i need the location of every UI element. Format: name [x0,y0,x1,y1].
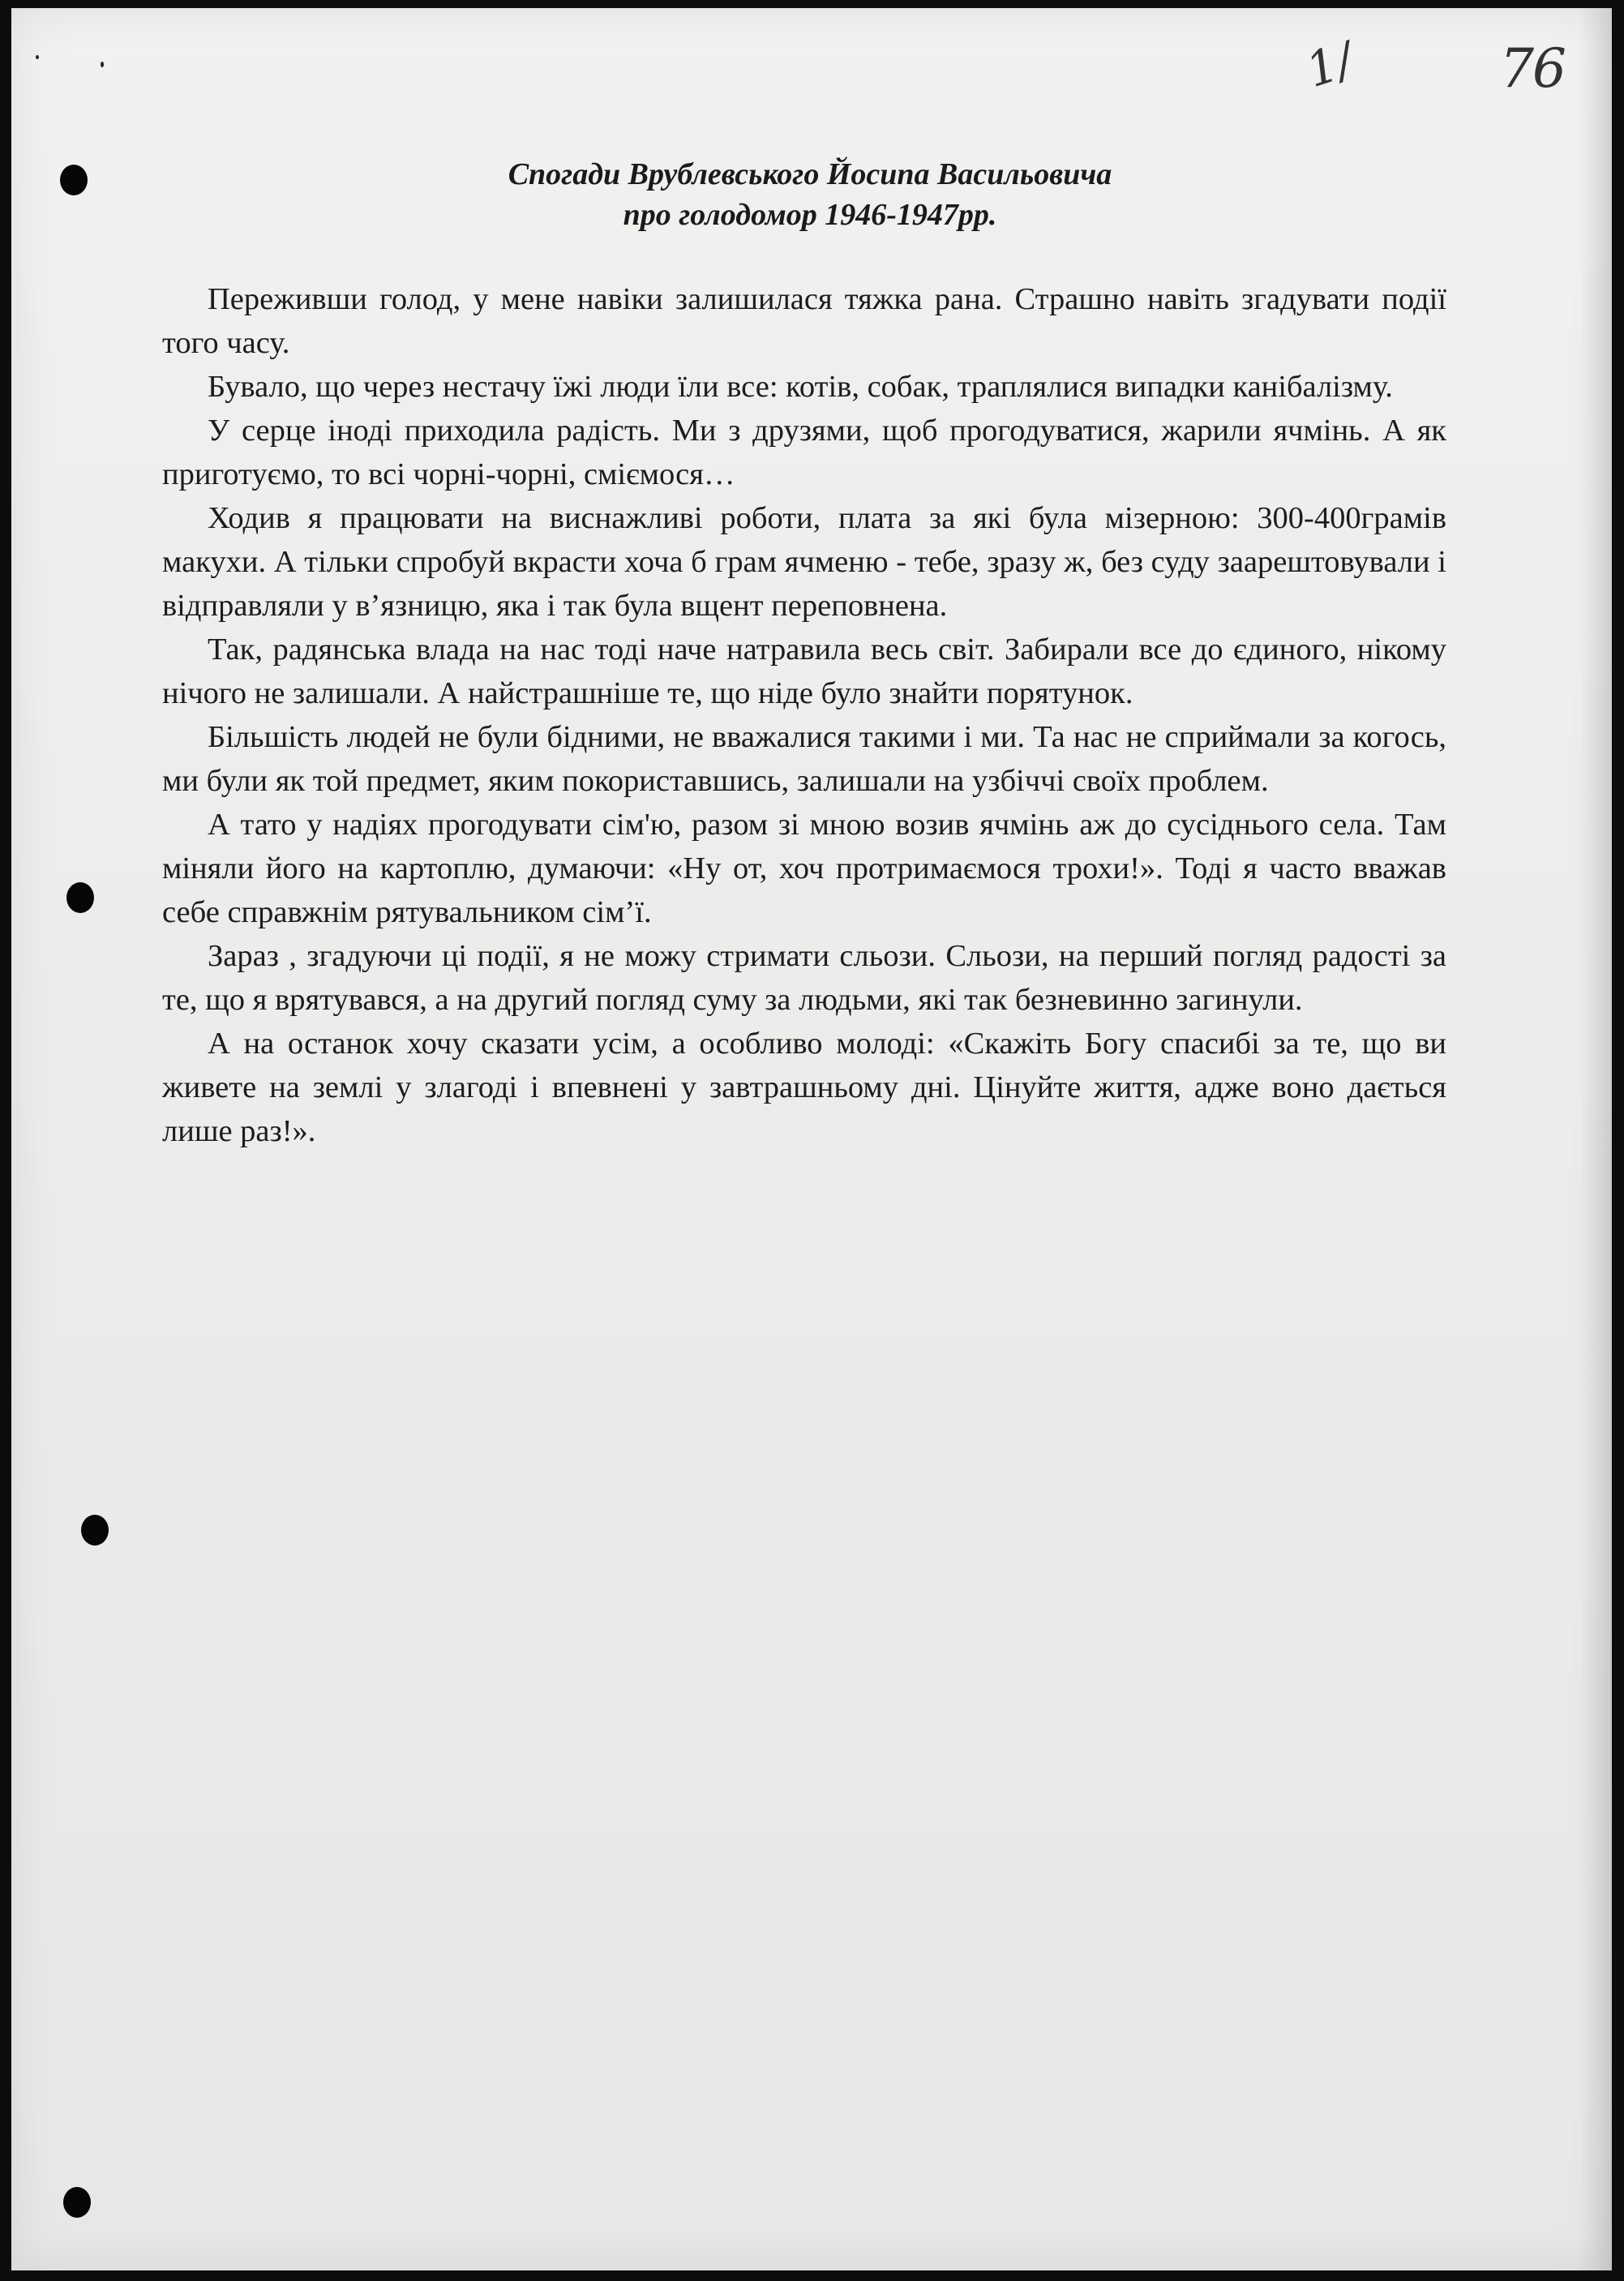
punch-hole [63,2187,91,2218]
document-page [11,8,1612,2270]
paragraph: А на останок хочу сказати усім, а особливо молоді: «Скажіть Богу спасибі за те, що ви живете на землі у злагоді і впевнені у завтрашньому дні. Цінуйте життя, адже воно дається лише раз!». [162,1027,1446,1148]
paragraph: Бувало, що через нестачу їжі люди їли все: котів, собак, траплялися випадки канібалізму. [208,370,1393,404]
title-line-1: Спогади Врублевського Йосипа Васильовича [508,157,1112,191]
ink-speck [36,55,39,59]
document-body [162,277,1446,1153]
punch-hole [81,1515,109,1546]
handwritten-mark: 1/ [1299,31,1360,99]
paragraph: Переживши голод, у мене навіки залишилася тяжка рана. Страшно навіть згадувати події того часу. [162,282,1446,360]
paragraph: Ходив я працювати на виснажливі роботи, плата за які була мізерною: 300-400грамів макухи. А тільки спробуй вкрасти хоча б грам ячменю - тебе, зразу ж, без суду заарештовували і відправляли у в’язницю, яка і так була вщент переповнена. [162,501,1446,623]
punch-hole [66,882,94,913]
ink-speck [101,62,104,67]
handwritten-page-number: 76 [1500,37,1565,100]
paragraph: Більшість людей не були бідними, не вважалися такими і ми. Та нас не сприймали за когось, ми були як той предмет, яким покориставшись, залишали на узбіччі своїх проблем. [162,720,1446,798]
paragraph: А тато у надіях прогодувати сім'ю, разом зі мною возив ячмінь аж до сусіднього села. Там міняли його на картоплю, думаючи: «Ну от, хоч протримаємося трохи!». Тоді я часто вважав себе справжнім рятувальником сім’ї. [162,808,1446,929]
paragraph: Зараз , згадуючи ці події, я не можу стримати сльози. Сльози, на перший погляд радості за те, що я врятувався, а на другий погляд суму за людьми, які так безневинно загинули. [162,939,1446,1017]
punch-hole [60,165,88,195]
document-title [149,154,1471,235]
paragraph: У серце іноді приходила радість. Ми з друзями, щоб прогодуватися, жарили ячмінь. А як приготуємо, то всі чорні-чорні, сміємося… [162,414,1446,491]
title-line-2: про голодомор 1946-1947рр. [623,198,997,232]
paragraph: Так, радянська влада на нас тоді наче натравила весь світ. Забирали все до єдиного, нікому нічого не залишали. А найстрашніше те, що ніде було знайти порятунок. [162,632,1446,710]
